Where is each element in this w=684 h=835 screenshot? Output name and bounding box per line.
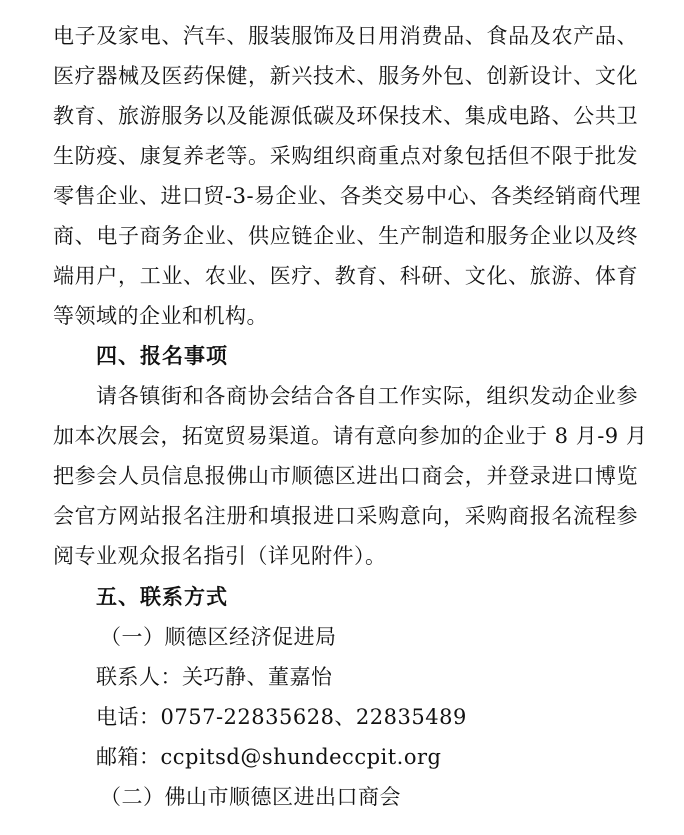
section-heading-registration: 四、报名事项: [96, 344, 228, 368]
paragraph-line: 加本次展会，拓宽贸易渠道。请有意向参加的企业于 8 月-9 月: [53, 424, 648, 448]
contact-org-2: （二）佛山市顺德区进出口商会: [100, 785, 401, 809]
paragraph-line: 商、电子商务企业、供应链企业、生产制造和服务企业以及终: [53, 224, 638, 248]
paragraph-line: 请各镇街和各商协会结合各自工作实际，组织发动企业参: [96, 384, 638, 408]
section-heading-contact: 五、联系方式: [96, 585, 228, 609]
paragraph-line: 教育、旅游服务以及能源低碳及环保技术、集成电路、公共卫: [53, 104, 638, 128]
paragraph-line: 端用户，工业、农业、医疗、教育、科研、文化、旅游、体育: [53, 264, 638, 288]
paragraph-line: 电子及家电、汽车、服装服饰及日用消费品、食品及农产品、: [53, 24, 638, 48]
paragraph-line: 把参会人员信息报佛山市顺德区进出口商会，并登录进口博览: [53, 464, 638, 488]
paragraph-line: 医疗器械及医药保健，新兴技术、服务外包、创新设计、文化: [53, 64, 638, 88]
contact-org-1: （一）顺德区经济促进局: [100, 625, 337, 649]
contact-email: 邮箱：ccpitsd@shundeccpit.org: [96, 745, 442, 769]
paragraph-line: 会官方网站报名注册和填报进口采购意向，采购商报名流程参: [53, 504, 638, 528]
paragraph-line: 生防疫、康复养老等。采购组织商重点对象包括但不限于批发: [53, 144, 638, 168]
paragraph-line: 零售企业、进口贸-3-易企业、各类交易中心、各类经销商代理: [53, 184, 642, 208]
paragraph-line: 阅专业观众报名指引（详见附件）。: [53, 544, 387, 568]
contact-person: 联系人：关巧静、董嘉怡: [96, 665, 333, 689]
paragraph-line: 等领域的企业和机构。: [53, 304, 268, 328]
contact-phone: 电话：0757-22835628、22835489: [96, 705, 467, 729]
